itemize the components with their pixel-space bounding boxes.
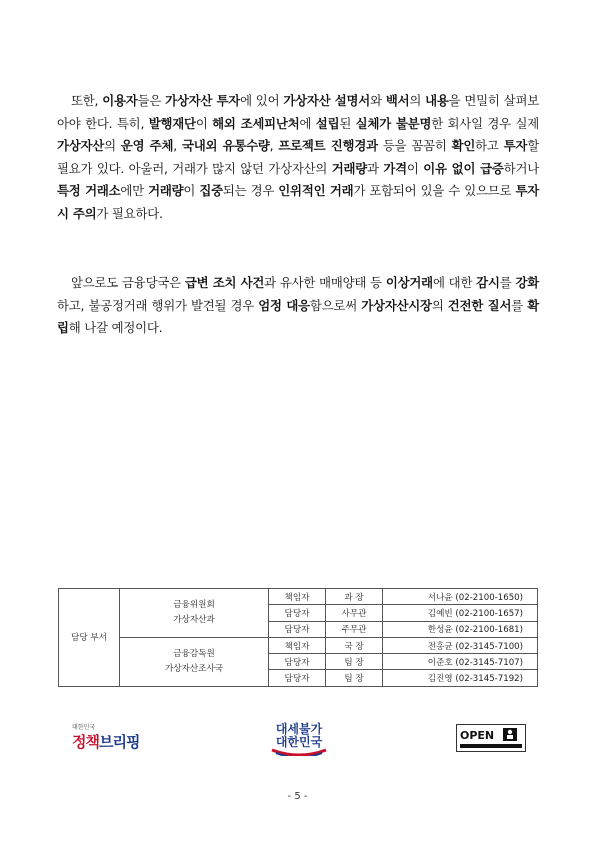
paragraph-regulator-plan — [57, 272, 539, 340]
bold-text: 가상자산 설명서 — [283, 93, 371, 108]
bold-text: 투자 — [503, 138, 528, 153]
contact-role: 책임자 — [269, 589, 326, 605]
bold-text: 건전한 질서 — [447, 297, 512, 313]
text-run: 하고, 불공정거래 행위가 발견될 경우 — [57, 297, 259, 313]
bold-text: 확립 — [57, 297, 539, 335]
contact-title: 과 장 — [326, 589, 383, 605]
contact-name-phone: 김진영 (02-3145-7192) — [383, 670, 538, 686]
kogl-open-license-logo — [456, 724, 526, 752]
org-name — [120, 637, 269, 686]
text-run: 해 나갈 예정이다. — [68, 320, 163, 335]
contact-name-phone: 전홍균 (02-3145-7100) — [383, 637, 538, 653]
bold-text: 거래량 — [331, 160, 368, 176]
text-run: 함으로써 — [309, 297, 362, 313]
text-run: 할 필요가 있다. 아울러, 거래가 많지 않던 가상자산의 — [57, 138, 539, 176]
contact-role: 담당자 — [269, 670, 326, 686]
text-run: 된 — [339, 115, 356, 131]
text-run: 의 — [431, 297, 448, 313]
bold-text: 확인 — [451, 138, 476, 153]
contact-name-phone: 김예빈 (02-2100-1657) — [383, 605, 538, 621]
policy-briefing-logo-small-text: 대한민국 — [72, 724, 96, 731]
contact-title: 국 장 — [326, 637, 383, 653]
policy-briefing-logo-text-a: 정책 — [72, 733, 99, 751]
dept-label: 담당 부서 — [59, 589, 120, 687]
bold-text: 발행재단 — [148, 115, 196, 131]
contact-row — [59, 589, 538, 605]
text-run: 에 있어 — [240, 93, 284, 108]
text-run: 앞으로도 금융당국은 — [71, 275, 185, 290]
slogan-line2: 대한민국 — [275, 735, 323, 749]
contact-title: 팀 장 — [326, 670, 383, 686]
contact-role: 담당자 — [269, 621, 326, 637]
text-run: 에 — [299, 115, 316, 131]
bold-text: 거래량 — [148, 183, 184, 198]
bold-text: 이용자 — [102, 93, 138, 108]
policy-briefing-logo-text-b: 브리핑 — [98, 733, 140, 751]
text-run: 들은 — [137, 93, 166, 108]
bold-text: 집중 — [199, 183, 223, 198]
bold-text: 백서 — [385, 93, 410, 108]
text-run: 와 — [370, 93, 386, 108]
contact-title: 팀 장 — [326, 654, 383, 670]
text-run: 하고 — [475, 138, 504, 153]
org-name-line: 금융위원회 — [173, 599, 215, 610]
text-run: , — [173, 138, 182, 153]
contact-title: 주무관 — [326, 621, 383, 637]
bold-text: 투자시 주의 — [57, 183, 539, 221]
text-run: 가 포함되어 있을 수 있으므로 — [353, 183, 516, 198]
contact-table — [58, 588, 538, 687]
text-run: 의 — [104, 138, 121, 153]
contact-name-phone: 한성윤 (02-2100-1681) — [383, 621, 538, 637]
text-run: 를 — [499, 275, 516, 290]
bold-text: 강화 — [515, 275, 539, 290]
bold-text: 이유 없이 급증 — [423, 160, 504, 176]
page-number: - 5 - — [287, 791, 308, 802]
text-run: 되는 경우 — [222, 183, 279, 198]
text-run: 한 회사일 경우 실제 — [431, 115, 540, 131]
contact-role: 담당자 — [269, 605, 326, 621]
bold-text: 가상자산시장 — [361, 297, 432, 313]
text-run: 과 유사한 매매양태 등 — [264, 275, 386, 290]
bold-text: 프로젝트 진행경과 — [278, 138, 378, 153]
text-run: 을 면밀히 살펴보아야 한다. 특히, — [57, 93, 539, 131]
policy-briefing-logo — [72, 722, 142, 752]
org-name-line: 가상자산과 — [173, 614, 215, 625]
bold-text: 국내외 유통수량 — [181, 138, 270, 153]
contact-name-phone: 이준호 (02-3145-7107) — [383, 654, 538, 670]
text-run: 의 — [409, 93, 426, 108]
bold-text: 엄정 대응 — [258, 297, 310, 313]
text-run: 이 — [195, 115, 213, 131]
org-name — [120, 589, 269, 638]
text-run: 하거나 — [503, 160, 539, 176]
text-run: 가 필요하다. — [96, 205, 163, 221]
paragraph-investor-caution — [57, 90, 539, 225]
text-run: 이 — [183, 183, 200, 198]
bold-text: 감시 — [476, 275, 500, 290]
bold-text: 내용 — [425, 93, 449, 108]
bold-text: 해외 조세피난처 — [212, 115, 300, 131]
contact-role: 담당자 — [269, 654, 326, 670]
text-run: 에만 — [120, 183, 149, 198]
government-slogan-logo — [268, 720, 330, 756]
bold-text: 급변 조치 사건 — [184, 275, 265, 290]
bold-text: 실체가 불분명 — [355, 115, 432, 131]
contact-row — [59, 637, 538, 653]
slogan-line1: 대세불가 — [275, 722, 323, 736]
text-run: , — [269, 138, 279, 153]
org-name-line: 금융감독원 — [173, 648, 215, 659]
bold-text: 운영 주체 — [120, 138, 174, 153]
contact-title: 사무관 — [326, 605, 383, 621]
contact-role: 책임자 — [269, 637, 326, 653]
bold-text: 가격 — [383, 160, 407, 176]
text-run: 이 — [406, 160, 424, 176]
text-run: 등을 꼼꼼히 — [377, 138, 452, 153]
text-run: 또한, — [71, 93, 103, 108]
text-run: 를 — [511, 297, 528, 313]
bold-text: 특정 거래소 — [57, 183, 121, 198]
bold-text: 가상자산 — [57, 138, 105, 153]
bold-text: 이상거래 — [385, 275, 433, 290]
bold-text: 설립 — [315, 115, 340, 131]
bold-text: 가상자산 투자 — [165, 93, 241, 108]
open-label: OPEN — [460, 729, 495, 742]
org-name-line: 가상자산조사국 — [164, 663, 224, 674]
bold-text: 인위적인 거래 — [278, 183, 354, 198]
text-run: 에 대한 — [432, 275, 477, 290]
contact-name-phone: 서나윤 (02-2100-1650) — [383, 589, 538, 605]
text-run: 과 — [367, 160, 384, 176]
